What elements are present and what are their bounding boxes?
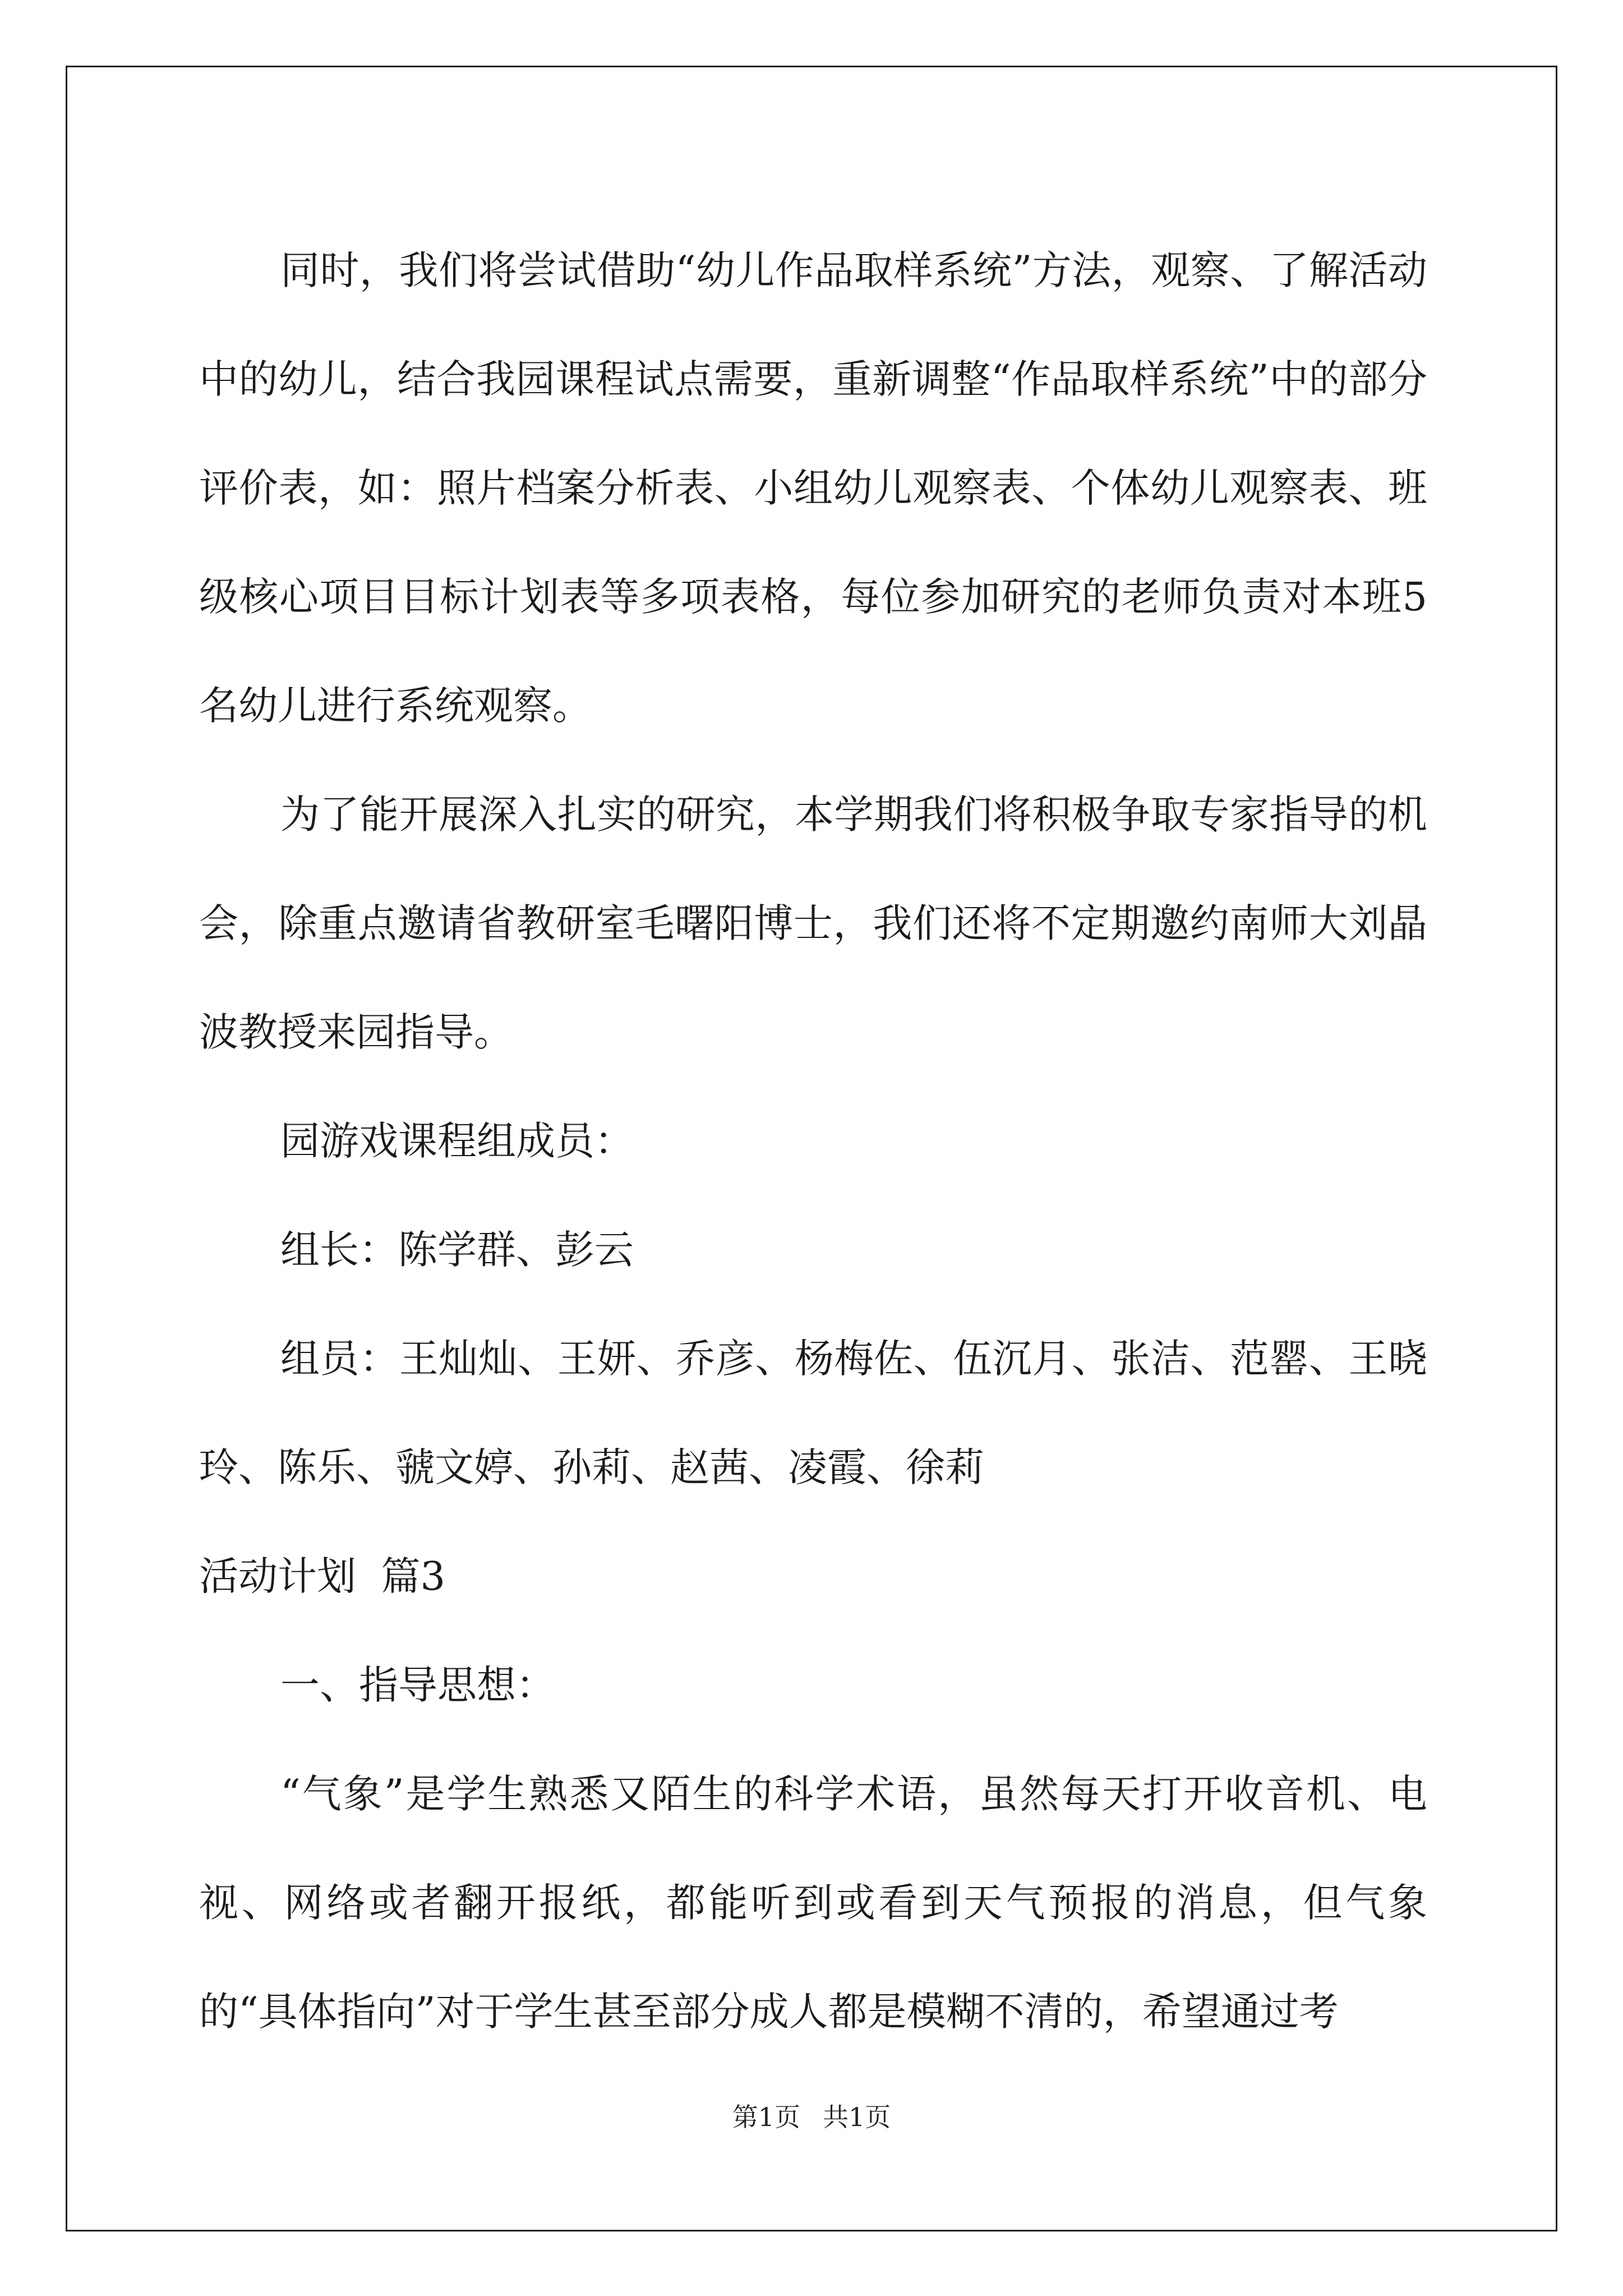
paragraph-sampling-system: 同时，我们将尝试借助“幼儿作品取样系统”方法，观察、了解活动中的幼儿，结合我园课程试点需要，重新调整“作品取样系统”中的部分评价表，如：照片档案分析表、小组幼儿观察表、个体幼儿观察表、班级核心项目目标计划表等多项表格，每位参加研究的老师负责对本班5名幼儿进行系统观察。 [199,247,1427,729]
paragraph-group-members: 组员：王灿灿、王妍、乔彦、杨梅佐、伍沉月、张洁、范罂、王晓玲、陈乐、虢文婷、孙莉、赵茜、凌霞、徐莉 [199,1336,1427,1490]
subheading-guiding-ideology: 一、指导思想： [280,1662,555,1708]
page-total: 共1页 [823,2102,891,2132]
section-heading: 活动计划 篇3 [199,1553,446,1599]
paragraph-group-members-title: 园游戏课程组成员： [280,1118,634,1164]
paragraph-expert-guidance: 为了能开展深入扎实的研究，本学期我们将积极争取专家指导的机会，除重点邀请省教研室毛曙阳博士，我们还将不定期邀约南师大刘晶波教授来园指导。 [199,792,1427,1055]
paragraph-group-leaders: 组长：陈学群、彭云 [280,1227,634,1273]
page-footer [0,2097,1623,2134]
page-number: 第1页 [732,2102,800,2132]
document-body [199,216,1427,2066]
paragraph-weather-intro: “气象”是学生熟悉又陌生的科学术语，虽然每天打开收音机、电视、网络或者翻开报纸，都能听到或看到天气预报的消息，但气象的“具体指向”对于学生甚至部分成人都是模糊不清的，希望通过考 [199,1771,1427,2035]
